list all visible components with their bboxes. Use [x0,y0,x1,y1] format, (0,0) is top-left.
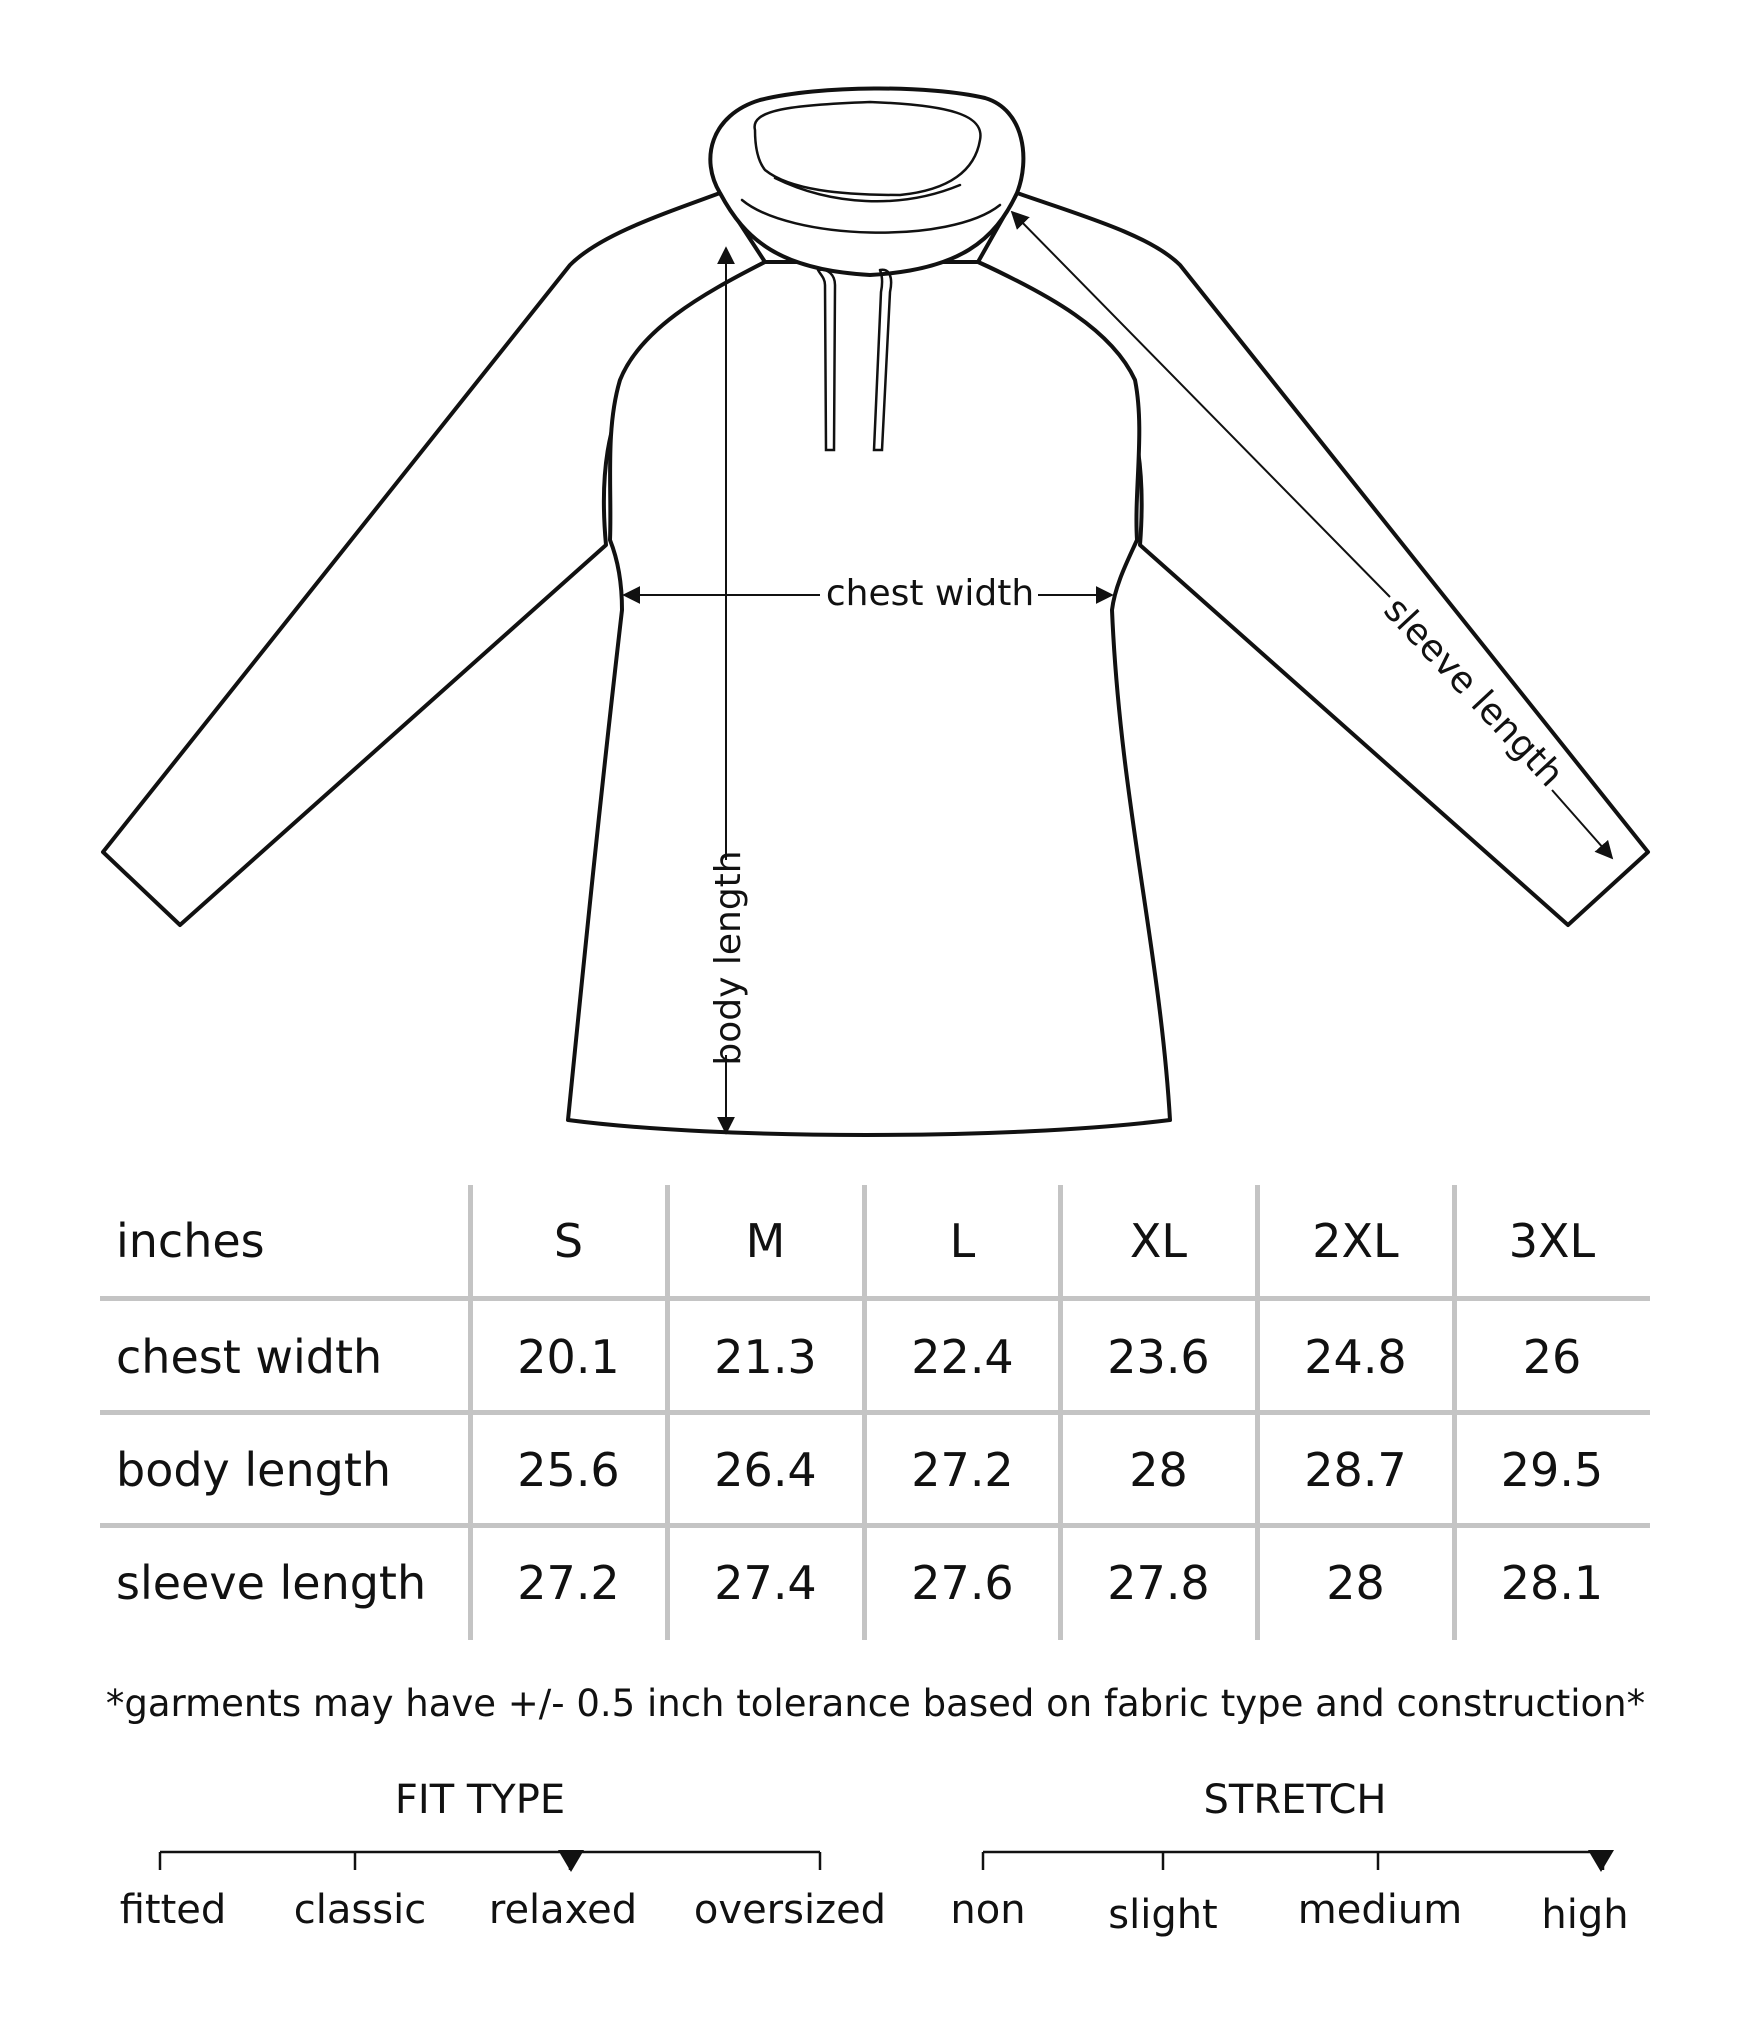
fit-option-fitted: fitted [119,1887,227,1933]
table-cell: 27.2 [517,1556,620,1610]
table-cell: 27.4 [714,1556,817,1610]
stretch-option-medium: medium [1297,1887,1463,1933]
fit-option-classic: classic [293,1887,427,1933]
table-cell: 29.5 [1500,1443,1604,1497]
body-length-dimension-label: body length [708,850,749,1066]
stretch-scale [983,1850,1614,1872]
size-header-s: S [553,1214,584,1268]
stretch-option-slight: slight [1108,1892,1218,1938]
fit-type-scale [160,1850,820,1872]
table-cell: 23.6 [1107,1330,1210,1384]
table-cell: 28.7 [1304,1443,1407,1497]
table-cell: 20.1 [517,1330,620,1384]
table-header-row [100,1185,1650,1297]
table-cell: 28 [1326,1556,1385,1610]
table-cell: 27.2 [911,1443,1014,1497]
row-label: chest width [116,1330,383,1384]
row-label: body length [116,1443,392,1497]
stretch-selected-marker [1588,1850,1614,1872]
table-cell: 28.1 [1500,1556,1604,1610]
fit-type-selected-marker [558,1850,584,1872]
size-header-xl: XL [1129,1214,1188,1268]
table-cell: 25.6 [517,1443,620,1497]
stretch-option-high: high [1541,1892,1629,1938]
table-row [100,1301,1650,1413]
table-cell: 26 [1522,1330,1582,1384]
row-label: sleeve length [116,1556,427,1610]
garment-body [568,262,1170,1135]
table-cell: 27.8 [1107,1556,1210,1610]
stretch-option-non: non [950,1887,1026,1933]
size-header-2xl: 2XL [1312,1214,1399,1268]
sleeve-length-dimension-label: sleeve length [1375,589,1572,795]
table-cell: 24.8 [1304,1330,1407,1384]
table-cell: 21.3 [714,1330,817,1384]
table-cell: 28 [1129,1443,1188,1497]
size-header-l: L [949,1214,976,1268]
table-cell: 26.4 [714,1443,817,1497]
size-header-3xl: 3XL [1508,1214,1596,1268]
chest-width-dimension-label: chest width [825,573,1035,614]
tolerance-note: *garments may have +/- 0.5 inch tolerance based on fabric type and construction* [105,1682,1646,1725]
table-row [100,1527,1650,1639]
table-cell: 27.6 [911,1556,1014,1610]
fit-option-relaxed: relaxed [488,1887,638,1933]
table-cell: 22.4 [911,1330,1014,1384]
scales-graphic [0,1830,1751,1880]
size-header-m: M [745,1214,786,1268]
fit-option-oversized: oversized [693,1887,887,1933]
unit-header: inches [116,1214,265,1268]
stretch-title: STRETCH [1203,1777,1387,1823]
table-row [100,1414,1650,1526]
fit-type-title: FIT TYPE [394,1777,566,1823]
